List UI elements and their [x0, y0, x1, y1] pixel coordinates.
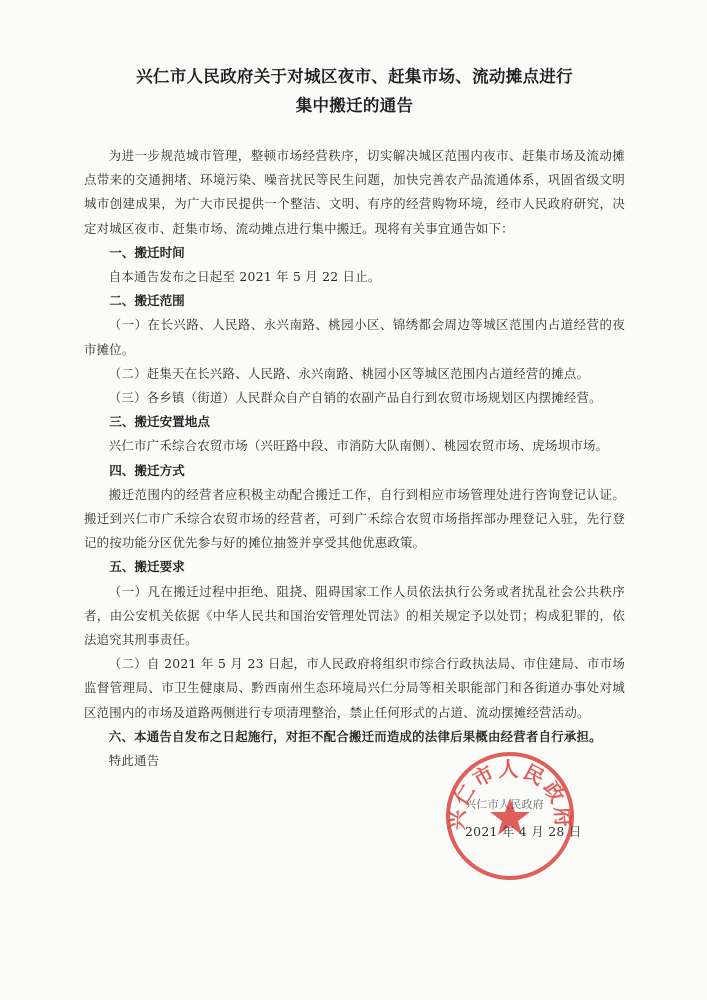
method-text: 搬迁范围内的经营者应积极主动配合搬迁工作，自行到相应市场管理处进行咨询登记认证。搬迁到兴仁市广禾综合农贸市场的经营者，可到广禾综合农贸市场指挥部办理登记入驻，先行登记的按功能分区优先参与好的摊位抽签并享受其他优惠政策。 — [84, 486, 625, 551]
location-text: 兴仁市广禾综合农贸市场（兴旺路中段、市消防大队南侧）、桃园农贸市场、虎场坝市场。 — [108, 438, 609, 454]
requirement-item-2: （二）自 2021 年 5 月 23 日起，市人民政府将组织市综合行政执法局、市住建局、市市场监督管理局、市卫生健康局、黔西南州生态环境局兴仁分局等相关职能部门和各街道办事处对城区范围内的市场及道路两侧进行专项清理整治，禁止任何形式的占道、流动摆摊经营活动。 — [84, 656, 625, 720]
issue-date: 2021 年 4 月 28 日 — [465, 824, 582, 839]
section-heading-time: 一、搬迁时间 — [109, 244, 185, 260]
closing-text: 特此通告 — [108, 753, 160, 769]
official-seal-icon — [440, 746, 580, 886]
scope-item-1: （一）在长兴路、人民路、永兴南路、桃园小区、锦绣都会周边等城区范围内占道经营的夜市摊位。 — [84, 317, 625, 357]
section-heading-method: 四、搬迁方式 — [109, 462, 185, 478]
scope-item-3: （三）各乡镇（街道）人民群众自产自销的农副产品自行到农贸市场规划区内摆摊经营。 — [108, 390, 602, 406]
intro-paragraph: 为进一步规范城市管理，整顿市场经营秩序，切实解决城区范围内夜市、赶集市场及流动摊点带来的交通拥堵、环境污染、噪音扰民等民生问题，加快完善农产品流通体系，巩固省级文明城市创建成果，为广大市民提供一个整洁、文明、有序的经营购物环境，经市人民政府研究，决定对城区夜市、赶集市场、流动摊点进行集中搬迁。现将有关事宜通告如下： — [84, 148, 625, 236]
scope-item-2: （二）赶集天在长兴路、人民路、永兴南路、桃园小区等城区范围内占道经营的摊点。 — [108, 365, 590, 381]
issuer-name: 兴仁市人民政府 — [465, 798, 545, 811]
final-clause: 六、本通告自发布之日起施行，对拒不配合搬迁而造成的法律后果概由经营者自行承担。 — [108, 728, 602, 744]
requirement-item-1: （一）凡在搬迁过程中拒绝、阻挠、阻碍国家工作人员依法执行公务或者扰乱社会公共秩序者，由公安机关依据《中华人民共和国治安管理处罚法》的相关规定予以处罚；构成犯罪的，依法追究其刑事责任。 — [84, 583, 625, 648]
section-heading-location: 三、搬迁安置地点 — [109, 414, 210, 430]
title-line-2: 集中搬迁的通告 — [295, 96, 414, 115]
section-heading-requirements: 五、搬迁要求 — [109, 559, 185, 575]
seal-arc-text: 兴仁市人民政府 — [444, 757, 576, 831]
title-line-1: 兴仁市人民政府关于对城区夜市、赶集市场、流动摊点进行 — [136, 67, 573, 86]
notice-title — [84, 62, 625, 120]
section-time-text: 自本通告发布之日起至 2021 年 5 月 22 日止。 — [108, 269, 381, 285]
section-heading-scope: 二、搬迁范围 — [109, 293, 185, 309]
